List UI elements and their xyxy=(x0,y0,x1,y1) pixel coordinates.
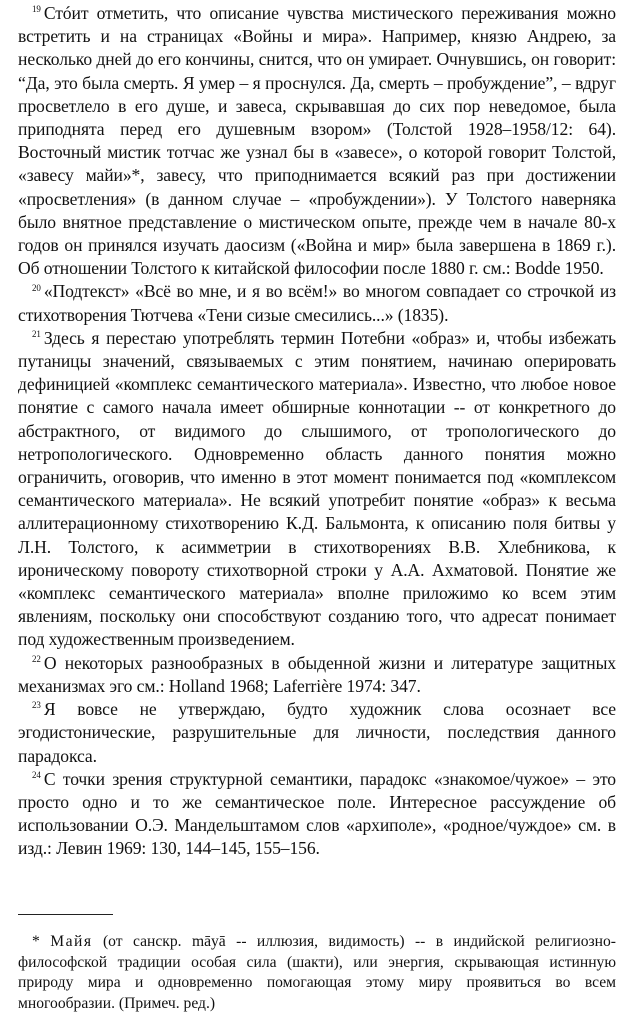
note-text: Здесь я перестаю употреблять термин Потебни «образ» и, чтобы избежать путаницы значений, связываемых с этим понятием, начинаю оперировать дефиницией «комплекс семантического материала». Известно, что любое новое понятие с самого начала имеет обширные коннотации -- от конкретного до абстрактного, от видимого до слышимого, от тропологического до нетропологического. Одновременно область данного понятия можно ограничить, оговорив, что именно в этот момент понимается под «комплексом семантического материала». Не всякий употребит понятие «образ» к весьма аллитерационному стихотворению К.Д. Бальмонта, к описанию поля битвы у Л.Н. Толстого, к асимметрии в стихотворениях В.В. Хлебникова, к ироническому повороту стихотворной строки у А.А. Ахматовой. Понятие же «комплекс семантического материала» вполне приложимо ко всем этим явлениям, поскольку они способствуют созданию того, что адресат понимает под художественным произведением. xyxy=(18,327,616,650)
note-number: 21 xyxy=(32,328,41,339)
note-text: «Подтекст» «Всё во мне, и я во всём!» во многом совпадает со строчкой из стихотворения Тютчева «Тени сизые смесились...» (1835). xyxy=(18,281,616,325)
endnotes-block xyxy=(18,2,616,861)
note-text: Стóит отметить, что описание чувства мистического переживания можно встретить и на страницах «Войны и мира». Например, князю Андрею, за несколько дней до его кончины, снится, что он умирает. Очнувшись, он говорит: “Да, это была смерть. Я умер – я проснулся. Да, смерть – пробуждение”, – вдруг просветлело в его душе, и завеса, скрывавшая до сих пор неведомое, была приподнята перед его душевным взором» (Толстой 1928–1958/12: 64). Восточный мистик тотчас же узнал бы в «завесе», о которой говорит Толстой, «завесу майи»*, завесу, что приподнимается всякий раз при достижении «просветления» (в данном случае – «пробуждении»). У Толстого наверняка было внятное представление о мистическом опыте, прежде чем в начале 80-х годов он принялся изучать даосизм («Война и мир» была завершена в 1869 г.). Об отношении Толстого к китайской философии после 1880 г. см.: Bodde 1950. xyxy=(18,3,616,279)
note-number: 19 xyxy=(32,4,41,15)
endnote-22 xyxy=(18,652,616,698)
footnote-text: (от санскр. māyā -- иллюзия, видимость) -- в индийской религиозно-философской традиции особая сила (шакти), или энергия, скрывающая истинную природу мира и одновременно помогающая этому миру проявиться во всем многообразии. (Примеч. ред.) xyxy=(18,933,616,1012)
endnote-19 xyxy=(18,2,616,280)
note-number: 24 xyxy=(32,769,41,780)
endnote-21 xyxy=(18,327,616,652)
endnote-24 xyxy=(18,768,616,861)
footnote-divider xyxy=(18,914,113,915)
footnote-term: Майя xyxy=(50,933,93,950)
endnote-23 xyxy=(18,698,616,768)
note-number: 22 xyxy=(32,653,41,664)
endnote-20 xyxy=(18,280,616,326)
note-number: 20 xyxy=(32,282,41,293)
editor-footnote: * Майя (от санскр. māyā -- иллюзия, видимость) -- в индийской религиозно-философской традиции особая сила (шакти), или энергия, скрывающая истинную природу мира и одновременно помогающая этому миру проявиться во всем многообразии. (Примеч. ред.) xyxy=(18,933,616,1012)
note-number: 23 xyxy=(32,700,41,711)
note-text: О некоторых разнообразных в обыденной жизни и литературе защитных механизмах эго см.: Holland 1968; Laferrière 1974: 347. xyxy=(18,652,616,696)
note-text: С точки зрения структурной семантики, парадокс «знакомое/чужое» – это просто одно и то же семантическое поле. Интересное рассуждение об использовании О.Э. Мандельштамом слов «архиполе», «родное/чуждое» см. в изд.: Левин 1969: 130, 144–145, 155–156. xyxy=(18,768,616,859)
note-text: Я вовсе не утверждаю, будто художник слова осознает все эгодистонические, разрушительные для личности, последствия данного парадокса. xyxy=(18,699,616,766)
